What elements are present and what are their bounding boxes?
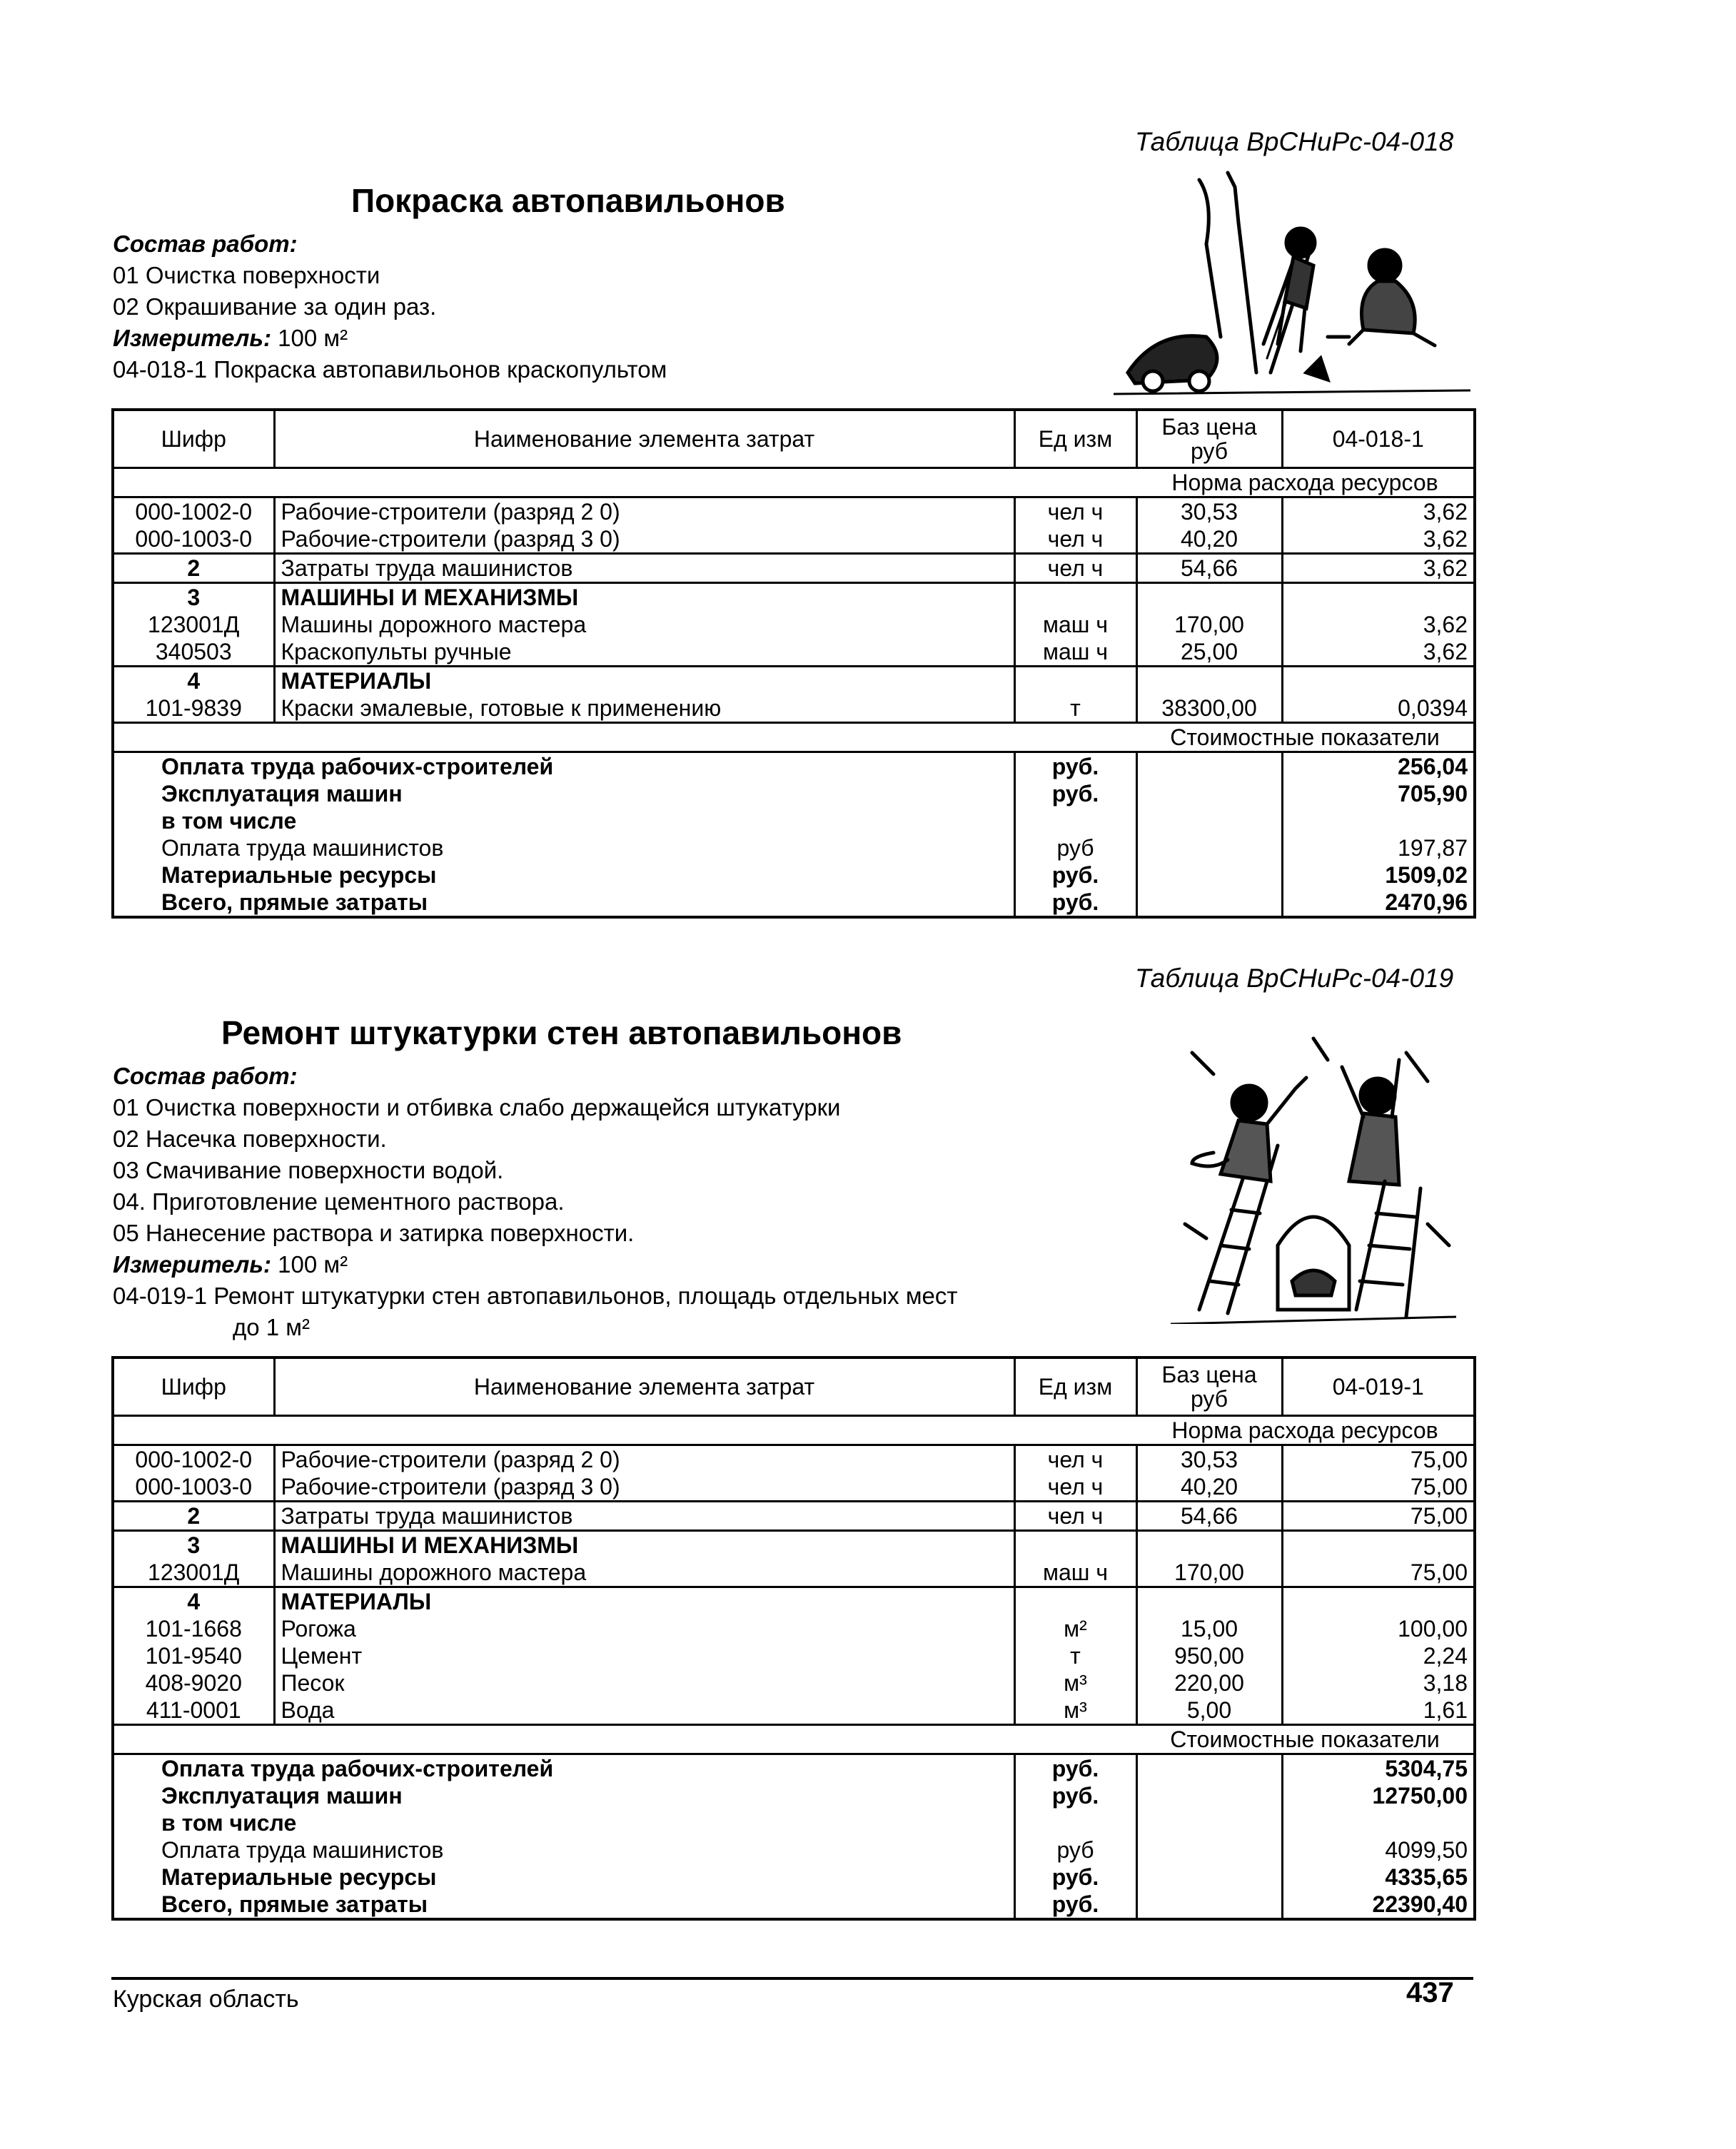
table-row: [113, 1531, 1475, 1559]
cost-value: 12750,00: [1372, 1783, 1468, 1809]
table-row: [113, 525, 1475, 554]
cost-value: 256,04: [1398, 754, 1468, 779]
footer-region: Курская область: [113, 1986, 299, 2013]
row-unit: т: [1014, 694, 1136, 723]
composition-label: Состав работ:: [113, 231, 298, 257]
row-unit: м³: [1014, 1697, 1136, 1725]
cost-name: Материальные ресурсы: [113, 1864, 1014, 1891]
measure-line: [113, 323, 667, 354]
cost-unit: руб.: [1014, 1891, 1136, 1919]
row-unit: чел ч: [1014, 554, 1136, 583]
measure-value: 100 м²: [278, 325, 348, 351]
row-name: Вода: [274, 1697, 1014, 1725]
row-value: 3,62: [1423, 499, 1468, 525]
cost-unit: руб: [1014, 834, 1136, 861]
row-code: 000-1002-0: [113, 497, 274, 526]
work-item: 02 Насечка поверхности.: [113, 1126, 387, 1152]
row-value: 75,00: [1410, 1447, 1468, 1472]
row-unit: чел ч: [1014, 1445, 1136, 1474]
cost-row: [113, 1809, 1475, 1836]
cost-unit: руб.: [1014, 1864, 1136, 1891]
row-name: Рогожа: [274, 1615, 1014, 1642]
table-header-row: [113, 410, 1475, 468]
cost-name: Оплата труда машинистов: [113, 834, 1014, 861]
col-name-header: Наименование элемента затрат: [274, 1357, 1014, 1416]
cost-row: [113, 889, 1475, 917]
row-price: [1136, 1587, 1282, 1616]
section-title: Ремонт штукатурки стен автопавильонов: [221, 1014, 902, 1051]
row-name: Машины дорожного мастера: [274, 611, 1014, 638]
row-value: [1282, 1587, 1475, 1616]
table-row: [113, 583, 1475, 612]
table-row: [113, 1445, 1475, 1474]
cost-row: [113, 780, 1475, 807]
work-item: 01 Очистка поверхности и отбивка слабо держащейся штукатурки: [113, 1094, 841, 1121]
cost-value: 22390,40: [1372, 1891, 1468, 1917]
row-unit: [1014, 667, 1136, 695]
measure-label: Измеритель:: [113, 325, 271, 351]
row-code: 340503: [113, 638, 274, 667]
row-price: 40,20: [1136, 1473, 1282, 1502]
norm-label: Норма расхода ресурсов: [1136, 1416, 1475, 1445]
cost-unit: руб.: [1014, 1782, 1136, 1809]
row-unit: маш ч: [1014, 611, 1136, 638]
row-unit: [1014, 1531, 1136, 1559]
cost-value: 197,87: [1398, 835, 1468, 861]
table-row: [113, 1559, 1475, 1587]
cost-name: Всего, прямые затраты: [113, 889, 1014, 917]
col-norm-header: 04-018-1: [1282, 410, 1475, 468]
row-price: 54,66: [1136, 1502, 1282, 1531]
measure-label: Измеритель:: [113, 1251, 271, 1278]
row-price: 15,00: [1136, 1615, 1282, 1642]
cost-row: [113, 834, 1475, 861]
row-value: [1282, 1531, 1475, 1559]
item-line: 04-019-1 Ремонт штукатурки стен автопавильонов, площадь отдельных мест: [113, 1283, 958, 1309]
estimate-table-1: [111, 408, 1476, 919]
item-line-cont: до 1 м²: [233, 1314, 310, 1340]
row-price: 30,53: [1136, 1445, 1282, 1474]
row-code: 101-1668: [113, 1615, 274, 1642]
table-row: [113, 1642, 1475, 1669]
col-unit-header: Ед изм: [1014, 410, 1136, 468]
row-unit: маш ч: [1014, 1559, 1136, 1587]
cost-unit: руб.: [1014, 1754, 1136, 1783]
cost-row: [113, 861, 1475, 889]
cost-label: Стоимостные показатели: [1136, 1725, 1475, 1754]
cost-name: Оплата труда рабочих-строителей: [113, 1754, 1014, 1783]
col-code-header: Шифр: [113, 410, 274, 468]
row-price: 54,66: [1136, 554, 1282, 583]
cost-name: Всего, прямые затраты: [113, 1891, 1014, 1919]
row-value: 3,18: [1423, 1670, 1468, 1696]
table-row: [113, 497, 1475, 526]
row-unit: чел ч: [1014, 1473, 1136, 1502]
cost-name: Материальные ресурсы: [113, 861, 1014, 889]
cost-label-row: [113, 723, 1475, 752]
row-price: 30,53: [1136, 497, 1282, 526]
cost-name: в том числе: [113, 1809, 1014, 1836]
row-name: Цемент: [274, 1642, 1014, 1669]
row-code: 411-0001: [113, 1697, 274, 1725]
table-row: [113, 667, 1475, 695]
row-name: Машины дорожного мастера: [274, 1559, 1014, 1587]
cost-row: [113, 807, 1475, 834]
cost-unit: руб.: [1014, 861, 1136, 889]
row-unit: [1014, 583, 1136, 612]
measure-value: 100 м²: [278, 1251, 348, 1278]
row-value: 100,00: [1398, 1616, 1468, 1642]
row-unit: чел ч: [1014, 497, 1136, 526]
cost-name: в том числе: [113, 807, 1014, 834]
cost-row: [113, 1754, 1475, 1783]
table-row: [113, 611, 1475, 638]
row-name: Рабочие-строители (разряд 2 0): [274, 497, 1014, 526]
row-price: 40,20: [1136, 525, 1282, 554]
col-unit-header: Ед изм: [1014, 1357, 1136, 1416]
cost-value: 705,90: [1398, 781, 1468, 806]
cost-value: 4099,50: [1385, 1837, 1468, 1863]
measure-line: [113, 1249, 958, 1280]
col-name-header: Наименование элемента затрат: [274, 410, 1014, 468]
section-title: Покраска автопавильонов: [351, 182, 785, 219]
row-name: МАШИНЫ И МЕХАНИЗМЫ: [274, 583, 1014, 612]
row-code: 123001Д: [113, 1559, 274, 1587]
row-code: 2: [113, 554, 274, 583]
cost-value: 1509,02: [1385, 862, 1468, 888]
row-price: 25,00: [1136, 638, 1282, 667]
row-code: 101-9540: [113, 1642, 274, 1669]
cost-row: [113, 1782, 1475, 1809]
row-price: [1136, 583, 1282, 612]
work-composition: [113, 1061, 958, 1343]
row-value: 75,00: [1282, 1473, 1475, 1502]
cost-unit: [1014, 807, 1136, 834]
table-row: [113, 1615, 1475, 1642]
row-code: 4: [113, 1587, 274, 1616]
row-code: 000-1003-0: [113, 525, 274, 554]
norm-label-row: [113, 468, 1475, 497]
row-price: [1136, 667, 1282, 695]
table-row: [113, 1697, 1475, 1725]
row-price: 170,00: [1136, 611, 1282, 638]
cost-unit: руб.: [1014, 780, 1136, 807]
row-name: Рабочие-строители (разряд 3 0): [274, 525, 1014, 554]
row-name: Краскопульты ручные: [274, 638, 1014, 667]
row-value: [1282, 583, 1475, 612]
row-price: 220,00: [1136, 1669, 1282, 1697]
cost-row: [113, 1836, 1475, 1864]
row-unit: чел ч: [1014, 1502, 1136, 1531]
row-code: 123001Д: [113, 611, 274, 638]
norm-label-row: [113, 1416, 1475, 1445]
row-unit: м³: [1014, 1669, 1136, 1697]
row-name: Рабочие-строители (разряд 3 0): [274, 1473, 1014, 1502]
row-value: 3,62: [1282, 638, 1475, 667]
row-value: 3,62: [1282, 525, 1475, 554]
row-value: 1,61: [1282, 1697, 1475, 1725]
table-row: [113, 638, 1475, 667]
row-price: 950,00: [1136, 1642, 1282, 1669]
table-row: [113, 1473, 1475, 1502]
row-value: 3,62: [1423, 612, 1468, 637]
table-number: Таблица ВрСНиРс-04-018: [1135, 127, 1454, 156]
footer-divider: [111, 1977, 1473, 1980]
col-norm-header: 04-019-1: [1282, 1357, 1475, 1416]
cost-label: Стоимостные показатели: [1136, 723, 1475, 752]
row-unit: чел ч: [1014, 525, 1136, 554]
cost-label-row: [113, 1725, 1475, 1754]
col-price-header: Баз цена руб: [1136, 1357, 1282, 1416]
row-code: 2: [113, 1502, 274, 1531]
cost-name: Эксплуатация машин: [113, 1782, 1014, 1809]
estimate-table-2: [111, 1356, 1476, 1921]
row-name: Затраты труда машинистов: [274, 554, 1014, 583]
work-composition: [113, 228, 667, 385]
cost-name: Оплата труда рабочих-строителей: [113, 752, 1014, 781]
row-value: 75,00: [1282, 1559, 1475, 1587]
row-name: Песок: [274, 1669, 1014, 1697]
row-name: Краски эмалевые, готовые к применению: [274, 694, 1014, 723]
cost-value: 2470,96: [1385, 889, 1468, 915]
cost-unit: руб.: [1014, 752, 1136, 781]
cost-value: 4335,65: [1385, 1864, 1468, 1890]
row-value: 75,00: [1282, 1502, 1475, 1531]
cost-unit: [1014, 1809, 1136, 1836]
col-price-header: Баз цена руб: [1136, 410, 1282, 468]
table-number: Таблица ВрСНиРс-04-019: [1135, 964, 1454, 993]
row-unit: м²: [1014, 1615, 1136, 1642]
cost-unit: руб: [1014, 1836, 1136, 1864]
row-price: [1136, 1531, 1282, 1559]
cost-row: [113, 1891, 1475, 1919]
table-row: [113, 1502, 1475, 1531]
cost-name: Эксплуатация машин: [113, 780, 1014, 807]
row-code: 3: [113, 583, 274, 612]
cost-value: [1282, 1809, 1475, 1836]
work-item: 02 Окрашивание за один раз.: [113, 293, 437, 320]
row-unit: маш ч: [1014, 638, 1136, 667]
table-row: [113, 1587, 1475, 1616]
row-name: МАТЕРИАЛЫ: [274, 1587, 1014, 1616]
cost-row: [113, 752, 1475, 781]
row-code: 408-9020: [113, 1669, 274, 1697]
row-name: МАТЕРИАЛЫ: [274, 667, 1014, 695]
row-name: Затраты труда машинистов: [274, 1502, 1014, 1531]
painters-illustration: [1114, 158, 1470, 405]
row-price: 170,00: [1136, 1559, 1282, 1587]
row-code: 101-9839: [113, 694, 274, 723]
table-row: [113, 694, 1475, 723]
table-row: [113, 554, 1475, 583]
cost-name: Оплата труда машинистов: [113, 1836, 1014, 1864]
work-item: 05 Нанесение раствора и затирка поверхности.: [113, 1220, 635, 1246]
row-code: 000-1002-0: [113, 1445, 274, 1474]
work-item: 03 Смачивание поверхности водой.: [113, 1157, 504, 1183]
table-row: [113, 1669, 1475, 1697]
row-code: 3: [113, 1531, 274, 1559]
row-name: Рабочие-строители (разряд 2 0): [274, 1445, 1014, 1474]
cost-unit: руб.: [1014, 889, 1136, 917]
table-header-row: [113, 1357, 1475, 1416]
row-value: 3,62: [1282, 554, 1475, 583]
row-name: МАШИНЫ И МЕХАНИЗМЫ: [274, 1531, 1014, 1559]
row-price: 5,00: [1136, 1697, 1282, 1725]
row-price: 38300,00: [1136, 694, 1282, 723]
composition-label: Состав работ:: [113, 1063, 298, 1089]
col-code-header: Шифр: [113, 1357, 274, 1416]
item-line: 04-018-1 Покраска автопавильонов краскопультом: [113, 356, 667, 383]
row-value: [1282, 667, 1475, 695]
plasterers-illustration: [1171, 1010, 1456, 1324]
row-unit: т: [1014, 1642, 1136, 1669]
work-item: 04. Приготовление цементного раствора.: [113, 1188, 565, 1215]
norm-label: Норма расхода ресурсов: [1136, 468, 1475, 497]
row-unit: [1014, 1587, 1136, 1616]
row-code: 4: [113, 667, 274, 695]
row-value: 2,24: [1423, 1643, 1468, 1669]
cost-value: [1282, 807, 1475, 834]
row-code: 000-1003-0: [113, 1473, 274, 1502]
row-value: 0,0394: [1282, 694, 1475, 723]
work-item: 01 Очистка поверхности: [113, 262, 380, 288]
cost-value: 5304,75: [1385, 1756, 1468, 1781]
cost-row: [113, 1864, 1475, 1891]
page-number: 437: [1406, 1977, 1454, 2008]
